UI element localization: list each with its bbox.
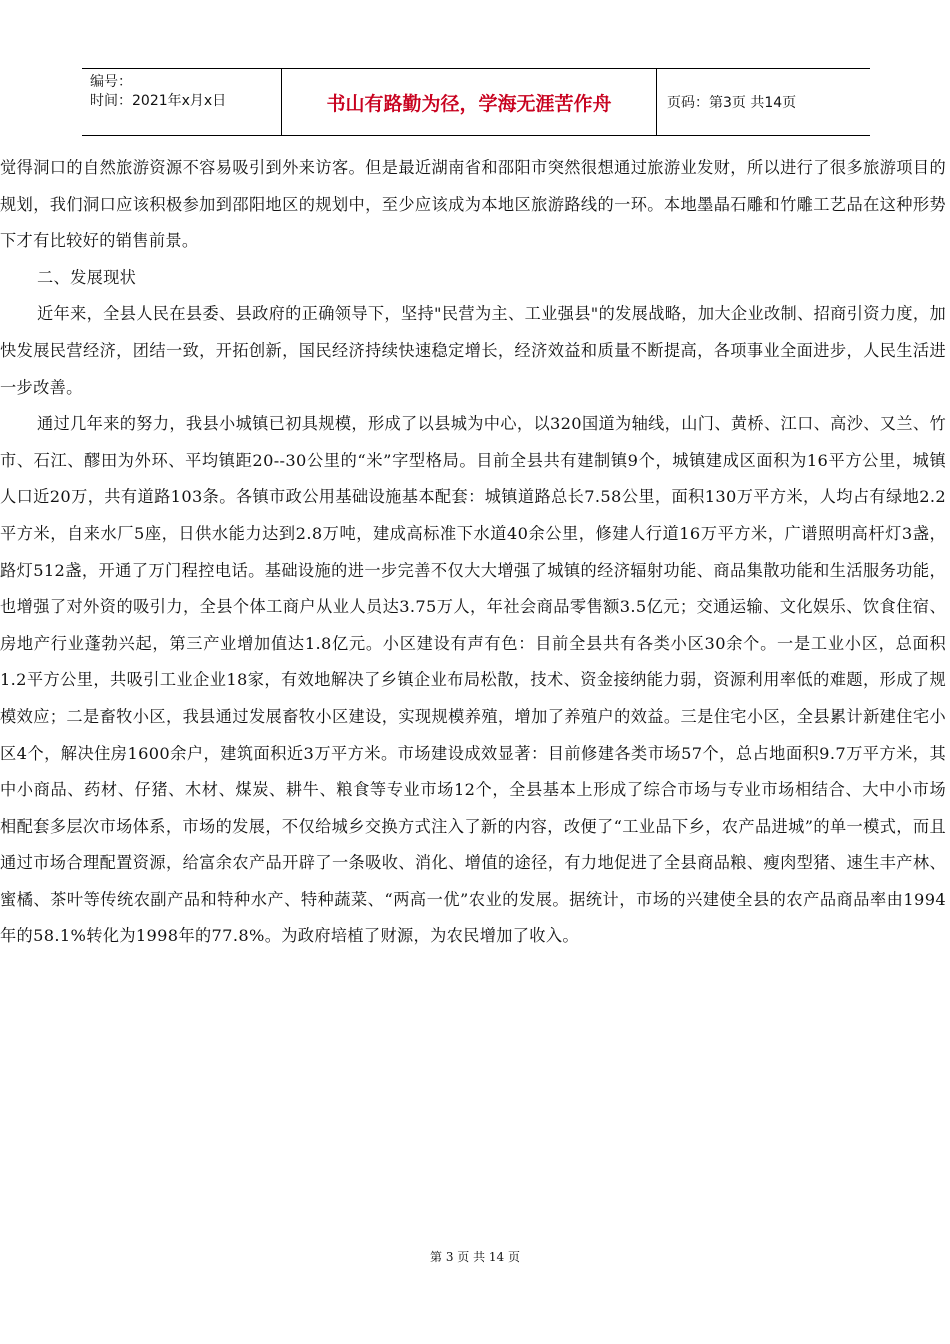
document-time-label: 时间：2021年x月x日 (90, 93, 227, 109)
paragraph: 通过几年来的努力，我县小城镇已初具规模，形成了以县城为中心，以320国道为轴线，山门、黄桥、江口、高沙、又兰、竹市、石江、醪田为外环、平均镇距20--30公里的“米”字型格局。目前全县共有建制镇9个，城镇建成区面积为16平方公里，城镇人口近20万，共有道路103条。各镇市政公用基础设施基本配套：城镇道路总长7.58公里，面积130万平方米，人均占有绿地2.2平方米，自来水厂5座，日供水能力达到2.8万吨，建成高标准下水道40余公里，修建人行道16万平方米，广谱照明高杆灯3盏，路灯512盏，开通了万门程控电话。基础设施的进一步完善不仅大大增强了城镇的经济辐射功能、商品集散功能和生活服务功能，也增强了对外资的吸引力，全县个体工商户从业人员达3.75万人，年社会商品零售额3.5亿元；交通运输、文化娱乐、饮食住宿、房地产行业蓬勃兴起，第三产业增加值达1.8亿元。小区建设有声有色：目前全县共有各类小区30余个。一是工业小区，总面积1.2平方公里，共吸引工业企业18家，有效地解决了乡镇企业布局松散，技术、资金接纳能力弱，资源利用率低的难题，形成了规模效应；二是畜牧小区，我县通过发展畜牧小区建设，实现规模养殖，增加了养殖户的效益。三是住宅小区，全县累计新建住宅小区4个，解决住房1600余户，建筑面积近3万平方米。市场建设成效显著：目前修建各类市场57个，总占地面积9.7万平方米，其中小商品、药材、仔猪、木材、煤炭、耕牛、粮食等专业市场12个，全县基本上形成了综合市场与专业市场相结合、大中小市场相配套多层次市场体系，市场的发展，不仅给城乡交换方式注入了新的内容，改便了“工业品下乡，农产品进城”的单一模式，而且通过市场合理配置资源，给富余农产品开辟了一条吸收、消化、增值的途径，有力地促进了全县商品粮、瘦肉型猪、速生丰产林、蜜橘、茶叶等传统农副产品和特种水产、特种蔬菜、“两高一优”农业的发展。据统计，市场的兴建使全县的农产品商品率由1994年的58.1%转化为1998年的77.8%。为政府培植了财源，为农民增加了收入。 (0, 414, 946, 946)
header-page-number: 页码：第3页 共14页 (667, 95, 797, 111)
header-motto: 书山有路勤为径，学海无涯苦作舟 (282, 69, 657, 135)
document-number-label: 编号： (90, 74, 132, 90)
header-meta-cell (82, 69, 282, 135)
paragraph-continuation: 觉得洞口的自然旅游资源不容易吸引到外来访客。但是最近湖南省和邵阳市突然很想通过旅游业发财，所以进行了很多旅游项目的规划，我们洞口应该积极参加到邵阳地区的规划中，至少应该成为本地区旅游路线的一环。本地墨晶石雕和竹雕工艺品在这种形势下才有比较好的销售前景。 (0, 158, 946, 251)
page-header (82, 68, 870, 136)
page-footer: 第 3 页 共 14 页 (430, 1250, 520, 1264)
section-heading: 二、发展现状 (37, 267, 137, 287)
paragraph: 近年来，全县人民在县委、县政府的正确领导下，坚持"民营为主、工业强县"的发展战略，加大企业改制、招商引资力度，加快发展民营经济，团结一致，开拓创新，国民经济持续快速稳定增长，经济效益和质量不断提高，各项事业全面进步，人民生活进一步改善。 (0, 304, 946, 397)
document-body (0, 150, 946, 955)
